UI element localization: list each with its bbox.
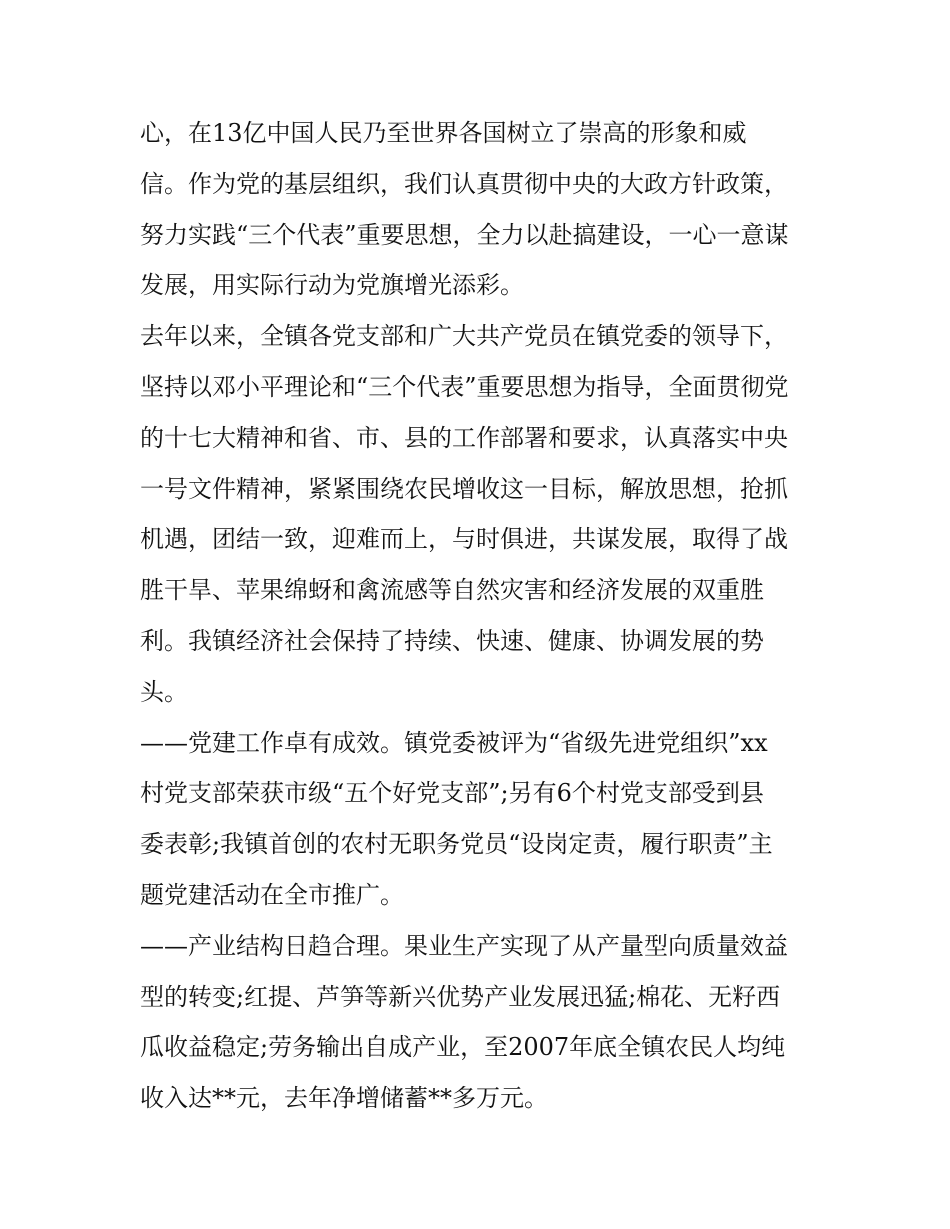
text-line: 努力实践“三个代表”重要思想，全力以赴搞建设，一心一意谋 [140,220,789,249]
text-line: 发展，用实际行动为党旗增光添彩。 [140,271,524,300]
text-line: ——产业结构日趋合理。果业生产实现了从产量型向质量效益 [140,931,788,960]
text-line: 胜干旱、苹果绵蚜和禽流感等自然灾害和经济发展的双重胜 [140,576,764,605]
text-line: 的十七大精神和省、市、县的工作部署和要求，认真落实中央 [140,423,788,452]
text-line: 一号文件精神，紧紧围绕农民增收这一目标，解放思想，抢抓 [140,474,788,503]
text-line: 题党建活动在全市推广。 [140,880,404,909]
text-line: 瓜收益稳定;劳务输出自成产业，至2007年底全镇农民人均纯 [140,1033,786,1062]
text-line: 型的转变;红提、芦笋等新兴优势产业发展迅猛;棉花、无籽西 [140,982,781,1011]
document-body [140,108,830,1124]
text-line: 心，在13亿中国人民乃至世界各国树立了崇高的形象和威 [140,119,747,147]
text-line: 收入达**元，去年净增储蓄**多万元。 [140,1084,548,1113]
text-line: 利。我镇经济社会保持了持续、快速、健康、协调发展的势 [140,626,764,655]
text-line: 信。作为党的基层组织，我们认真贯彻中央的大政方针政策， [140,169,788,198]
text-line: 去年以来，全镇各党支部和广大共产党员在镇党委的领导下， [140,322,788,351]
text-line: 委表彰;我镇首创的农村无职务党员“设岗定责，履行职责”主 [140,830,773,859]
text-line: 头。 [140,677,188,706]
text-line: ——党建工作卓有成效。镇党委被评为“省级先进党组织”xx [140,728,768,757]
text-line: 坚持以邓小平理论和“三个代表”重要思想为指导，全面贯彻党 [140,372,789,401]
text-line: 村党支部荣获市级“五个好党支部”;另有6个村党支部受到县 [140,779,764,808]
text-line: 机遇，团结一致，迎难而上，与时俱进，共谋发展，取得了战 [140,525,788,554]
